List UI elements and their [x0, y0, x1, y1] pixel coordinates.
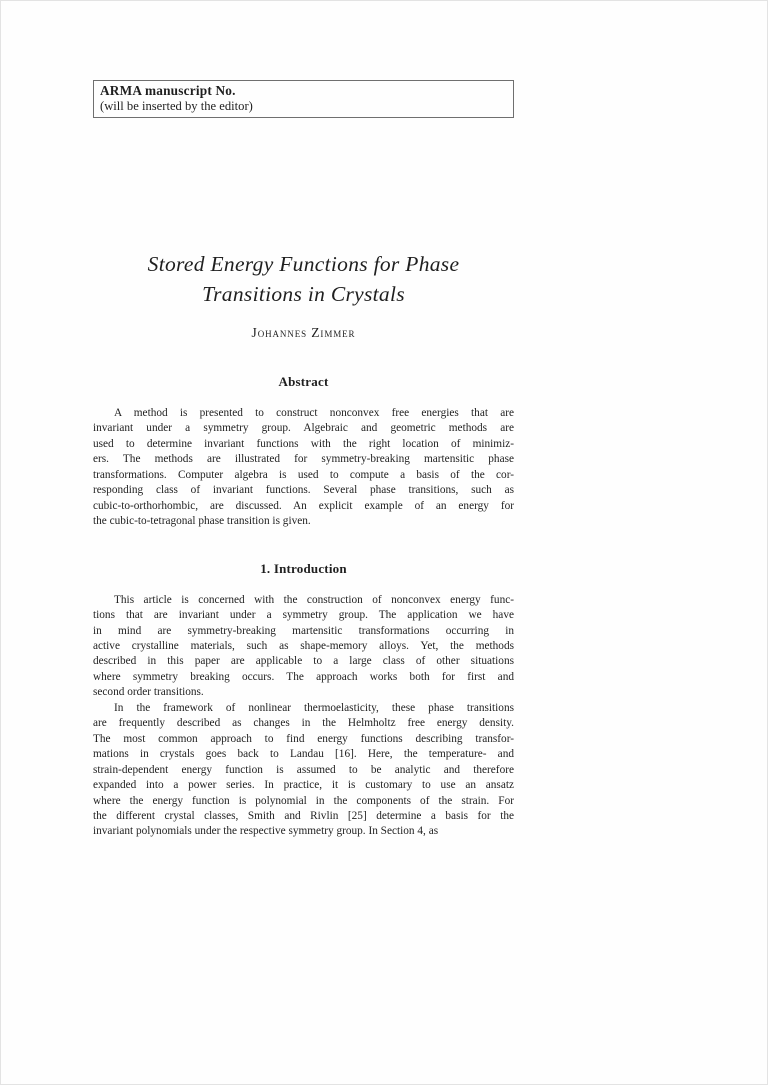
- text-line: tions that are invariant under a symmetry group. The application we have: [93, 609, 514, 622]
- text-line: second order transitions.: [93, 686, 204, 699]
- text-line: The most common approach to find energy functions describing transfor-: [93, 732, 514, 745]
- text-line: invariant polynomials under the respective symmetry group. In Section 4, as: [93, 825, 439, 838]
- manuscript-no-line: ARMA manuscript No.: [100, 83, 236, 98]
- text-line: the different crystal classes, Smith and Rivlin [25] determine a basis for the: [93, 809, 514, 822]
- abstract-paragraph: [93, 406, 514, 530]
- intro-paragraph-1: [93, 593, 514, 701]
- text-line: In the framework of nonlinear thermoelasticity, these phase transitions: [114, 701, 514, 714]
- manuscript-header-box: [93, 80, 514, 118]
- text-line: used to determine invariant functions with the right location of minimiz-: [93, 437, 514, 450]
- text-line: A method is presented to construct nonconvex free energies that are: [114, 407, 514, 419]
- text-line: expanded into a power series. In practice, it is customary to use an ansatz: [93, 779, 514, 792]
- page-content: [93, 1, 514, 840]
- text-line: in mind are symmetry-breaking martensitic transformations occurring in: [93, 624, 514, 637]
- text-line: ers. The methods are illustrated for symmetry-breaking martensitic phase: [93, 453, 514, 466]
- editor-note-line: (will be inserted by the editor): [100, 99, 253, 113]
- text-line: responding class of invariant functions. Several phase transitions, such as: [93, 484, 514, 497]
- abstract-heading: Abstract: [278, 374, 329, 389]
- title-line-1: Stored Energy Functions for Phase: [147, 252, 460, 276]
- text-line: invariant under a symmetry group. Algebraic and geometric methods are: [93, 422, 514, 435]
- text-line: transformations. Computer algebra is used to compute a basis of the cor-: [93, 468, 514, 481]
- text-line: described in this paper are applicable to a large class of other situations: [93, 655, 514, 668]
- text-line: mations in crystals goes back to Landau [16]. Here, the temperature- and: [93, 748, 514, 761]
- paper-title: [93, 249, 514, 309]
- text-line: cubic-to-orthorhombic, are discussed. An explicit example of an energy for: [93, 499, 514, 512]
- text-line: are frequently described as changes in the Helmholtz free energy density.: [93, 717, 514, 730]
- text-line: where the energy function is polynomial in the components of the strain. For: [93, 794, 514, 807]
- text-line: where symmetry breaking occurs. The approach works both for first and: [93, 670, 514, 683]
- section-heading: 1. Introduction: [260, 560, 347, 576]
- text-line: strain-dependent energy function is assumed to be analytic and therefore: [93, 763, 514, 776]
- title-line-2: Transitions in Crystals: [202, 282, 405, 306]
- author-name: Johannes Zimmer: [251, 325, 356, 340]
- text-line: This article is concerned with the construction of nonconvex energy func-: [114, 593, 514, 606]
- intro-paragraph-2: [93, 701, 514, 840]
- text-line: active crystalline materials, such as shape-memory alloys. Yet, the methods: [93, 639, 514, 652]
- text-line: the cubic-to-tetragonal phase transition is given.: [93, 515, 311, 528]
